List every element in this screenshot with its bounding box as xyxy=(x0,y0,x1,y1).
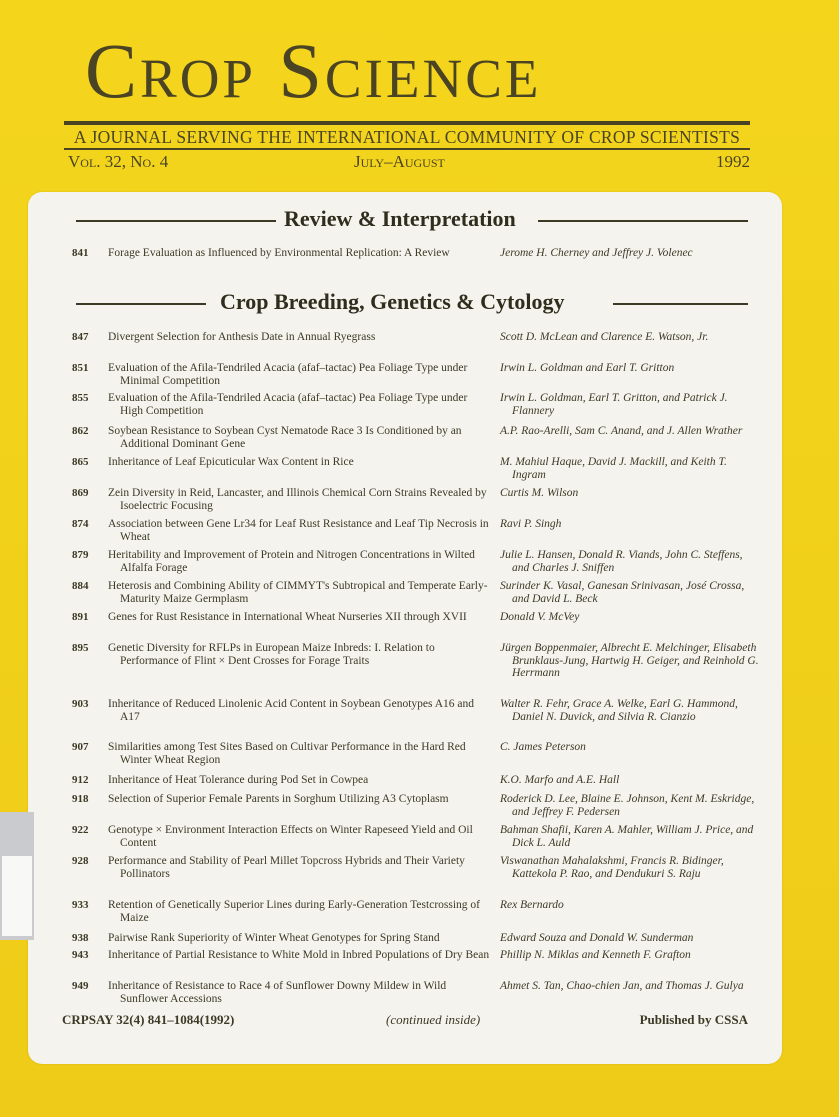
article-authors: M. Mahiul Haque, David J. Mackill, and Keith T. Ingram xyxy=(500,456,727,481)
article-authors: Walter R. Fehr, Grace A. Welke, Earl G. Hammond, Daniel N. Duvick, and Silvia R. Cianzio xyxy=(500,698,738,723)
article-authors: Viswanathan Mahalakshmi, Francis R. Bidinger, Kattekola P. Rao, and Dendukuri S. Raju xyxy=(500,855,724,880)
article-title: Inheritance of Partial Resistance to White Mold in Inbred Populations of Dry Bean xyxy=(108,949,490,961)
article-authors: Roderick D. Lee, Blaine E. Johnson, Kent M. Eskridge, and Jeffrey F. Pedersen xyxy=(500,793,755,818)
page-number: 884 xyxy=(72,580,89,592)
issue-line xyxy=(64,152,750,174)
page-number: 918 xyxy=(72,793,89,805)
masthead-rule-thin xyxy=(64,148,750,150)
article-authors: Phillip N. Miklas and Kenneth F. Grafton xyxy=(500,949,691,961)
section-heading-breeding xyxy=(28,289,782,319)
page-number: 949 xyxy=(72,980,89,992)
article-title: Inheritance of Heat Tolerance during Pod Set in Cowpea xyxy=(108,774,369,786)
article-title: Performance and Stability of Pearl Millet Topcross Hybrids and Their Variety Pollinators xyxy=(108,855,465,880)
section-heading-review xyxy=(28,206,782,236)
article-title: Inheritance of Reduced Linolenic Acid Content in Soybean Genotypes A16 and A17 xyxy=(108,698,474,723)
section-rule xyxy=(76,220,276,222)
article-title: Inheritance of Leaf Epicuticular Wax Content in Rice xyxy=(108,456,354,468)
article-authors: Irwin L. Goldman and Earl T. Gritton xyxy=(500,362,675,374)
page-number: 869 xyxy=(72,487,89,499)
article-authors: Jürgen Boppenmaier, Albrecht E. Melchinger, Elisabeth Brunklaus-Jung, Hartwig H. Geiger, and Reinhold G. Herrmann xyxy=(500,642,759,679)
issue-date: July–August xyxy=(354,152,445,171)
section-rule xyxy=(76,303,206,305)
page-number: 855 xyxy=(72,392,89,404)
article-title: Heterosis and Combining Ability of CIMMYT's Subtropical and Temperate Early-Maturity Maize Germplasm xyxy=(108,580,488,605)
page-number: 874 xyxy=(72,518,89,530)
article-title: Genetic Diversity for RFLPs in European Maize Inbreds: I. Relation to Performance of Flint × Dent Crosses for Forage Traits xyxy=(108,642,435,667)
article-authors: Surinder K. Vasal, Ganesan Srinivasan, José Crossa, and David L. Beck xyxy=(500,580,745,605)
page-number: 891 xyxy=(72,611,89,623)
page-number: 851 xyxy=(72,362,89,374)
page-number: 912 xyxy=(72,774,89,786)
contents-panel xyxy=(28,192,782,1064)
article-authors: A.P. Rao-Arelli, Sam C. Anand, and J. Allen Wrather xyxy=(500,425,743,437)
article-authors: Bahman Shafii, Karen A. Mahler, William J. Price, and Dick L. Auld xyxy=(500,824,754,849)
article-authors: Curtis M. Wilson xyxy=(500,487,579,499)
library-label-tab xyxy=(0,812,34,940)
article-title: Similarities among Test Sites Based on Cultivar Performance in the Hard Red Winter Wheat Region xyxy=(108,741,466,766)
masthead xyxy=(85,27,735,114)
article-title: Divergent Selection for Anthesis Date in Annual Ryegrass xyxy=(108,331,376,343)
cover-footer xyxy=(28,1012,782,1032)
article-authors: K.O. Marfo and A.E. Hall xyxy=(500,774,620,786)
page-number: 907 xyxy=(72,741,89,753)
masthead-rule xyxy=(64,121,750,125)
page-number: 865 xyxy=(72,456,89,468)
article-authors: Donald V. McVey xyxy=(500,611,580,623)
section-rule xyxy=(538,220,748,222)
article-title: Selection of Superior Female Parents in Sorghum Utilizing A3 Cytoplasm xyxy=(108,793,449,805)
article-authors: Jerome H. Cherney and Jeffrey J. Volenec xyxy=(500,247,693,259)
article-title: Association between Gene Lr34 for Leaf Rust Resistance and Leaf Tip Necrosis in Wheat xyxy=(108,518,489,543)
article-authors: Rex Bernardo xyxy=(500,899,564,911)
issue-year: 1992 xyxy=(716,152,750,171)
page-number: 928 xyxy=(72,855,89,867)
page-number: 903 xyxy=(72,698,89,710)
journal-subtitle: A JOURNAL SERVING THE INTERNATIONAL COMMUNITY OF CROP SCIENTISTS xyxy=(73,127,741,147)
article-title: Retention of Genetically Superior Lines during Early-Generation Testcrossing of Maize xyxy=(108,899,480,924)
article-title: Evaluation of the Afila-Tendriled Acacia (afaf–tactac) Pea Foliage Type under High Competition xyxy=(108,392,468,417)
section-title: Crop Breeding, Genetics & Cytology xyxy=(220,289,565,314)
article-authors: Edward Souza and Donald W. Sunderman xyxy=(500,932,694,944)
page-number: 922 xyxy=(72,824,89,836)
article-authors: Ahmet S. Tan, Chao-chien Jan, and Thomas J. Gulya xyxy=(500,980,744,992)
article-title: Zein Diversity in Reid, Lancaster, and Illinois Chemical Corn Strains Revealed by Isoelectric Focusing xyxy=(108,487,487,512)
article-authors: Julie L. Hansen, Donald R. Viands, John C. Steffens, and Charles J. Sniffen xyxy=(500,549,743,574)
label-sticker xyxy=(2,856,32,936)
article-title: Heritability and Improvement of Protein and Nitrogen Concentrations in Wilted Alfalfa Forage xyxy=(108,549,475,574)
section-title: Review & Interpretation xyxy=(284,206,516,231)
article-title: Genotype × Environment Interaction Effects on Winter Rapeseed Yield and Oil Content xyxy=(108,824,473,849)
page-number: 879 xyxy=(72,549,89,561)
journal-code: CRPSAY 32(4) 841–1084(1992) xyxy=(62,1012,235,1027)
continued-note: (continued inside) xyxy=(386,1012,481,1027)
page-number: 841 xyxy=(72,247,89,259)
page-number: 862 xyxy=(72,425,89,437)
section-rule xyxy=(613,303,748,305)
page-number: 938 xyxy=(72,932,89,944)
article-title: Inheritance of Resistance to Race 4 of Sunflower Downy Mildew in Wild Sunflower Accessions xyxy=(108,980,447,1005)
article-title: Genes for Rust Resistance in International Wheat Nurseries XII through XVII xyxy=(108,611,467,623)
volume-number: Vol. 32, No. 4 xyxy=(68,152,169,171)
page-number: 847 xyxy=(72,331,89,343)
page-number: 943 xyxy=(72,949,89,961)
journal-title: Crop Science xyxy=(85,27,542,114)
article-title: Pairwise Rank Superiority of Winter Wheat Genotypes for Spring Stand xyxy=(108,932,440,944)
publisher: Published by CSSA xyxy=(639,1012,748,1027)
article-authors: Scott D. McLean and Clarence E. Watson, Jr. xyxy=(500,331,709,343)
article-title: Soybean Resistance to Soybean Cyst Nematode Race 3 Is Conditioned by an Additional Dominant Gene xyxy=(108,425,462,450)
article-authors: Irwin L. Goldman, Earl T. Gritton, and Patrick J. Flannery xyxy=(500,392,728,417)
article-authors: Ravi P. Singh xyxy=(500,518,562,530)
article-authors: C. James Peterson xyxy=(500,741,586,753)
article-title: Evaluation of the Afila-Tendriled Acacia (afaf–tactac) Pea Foliage Type under Minimal Competition xyxy=(108,362,468,387)
page-number: 895 xyxy=(72,642,89,654)
page-number: 933 xyxy=(72,899,89,911)
article-title: Forage Evaluation as Influenced by Environmental Replication: A Review xyxy=(108,247,450,259)
